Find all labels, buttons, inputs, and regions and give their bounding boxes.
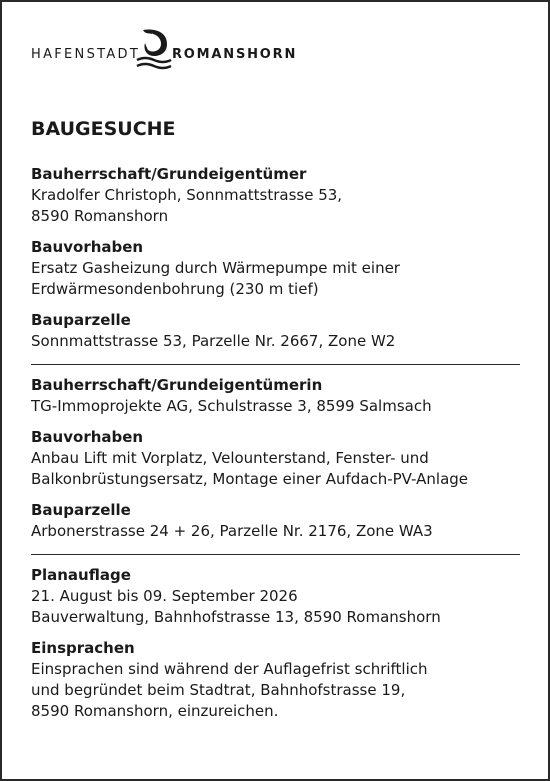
project-text-1b: Erdwärmesondenbohrung (230 m tief)	[31, 280, 319, 298]
parcel-text-1: Sonnmattstrasse 53, Parzelle Nr. 2667, Zone W2	[31, 332, 396, 350]
display-dates: 21. August bis 09. September 2026	[31, 587, 298, 605]
page-title: BAUGESUCHE	[31, 118, 176, 140]
owner-text-2: TG-Immoprojekte AG, Schulstrasse 3, 8599 Salmsach	[31, 397, 432, 415]
romanshorn-logo-icon	[135, 26, 173, 72]
display-heading: Planauflage	[31, 566, 131, 584]
owner-block-1	[31, 164, 521, 227]
parcel-heading-2: Bauparzelle	[31, 501, 131, 519]
masthead	[31, 26, 301, 74]
parcel-heading-1: Bauparzelle	[31, 311, 131, 329]
project-block-2	[31, 427, 521, 490]
objection-text-c: 8590 Romanshorn, einzureichen.	[31, 702, 279, 720]
brand-left-text: HAFENSTADT	[31, 47, 141, 62]
display-block	[31, 565, 521, 628]
notice-content	[31, 118, 521, 732]
objection-text-b: und begründet beim Stadtrat, Bahnhofstrasse 19,	[31, 681, 406, 699]
section-divider-2	[31, 554, 520, 555]
objection-block	[31, 638, 521, 722]
display-location: Bauverwaltung, Bahnhofstrasse 13, 8590 Romanshorn	[31, 608, 441, 626]
objection-text-a: Einsprachen sind während der Auflagefrist schriftlich	[31, 660, 428, 678]
parcel-block-2	[31, 500, 521, 542]
project-text-2b: Balkonbrüstungsersatz, Montage einer Aufdach-PV-Anlage	[31, 470, 469, 488]
parcel-text-2: Arbonerstrasse 24 + 26, Parzelle Nr. 2176, Zone WA3	[31, 522, 433, 540]
owner-heading-1: Bauherrschaft/Grundeigentümer	[31, 165, 307, 183]
parcel-block-1	[31, 310, 521, 352]
project-text-1a: Ersatz Gasheizung durch Wärmepumpe mit einer	[31, 259, 400, 277]
owner-heading-2: Bauherrschaft/Grundeigentümerin	[31, 376, 323, 394]
project-heading-2: Bauvorhaben	[31, 428, 144, 446]
brand-right-text: ROMANSHORN	[172, 47, 298, 62]
section-divider-1	[31, 364, 520, 365]
project-block-1	[31, 237, 521, 300]
owner-text-1a: Kradolfer Christoph, Sonnmattstrasse 53,	[31, 186, 343, 204]
project-text-2a: Anbau Lift mit Vorplatz, Velounterstand, Fenster- und	[31, 449, 429, 467]
owner-text-1b: 8590 Romanshorn	[31, 207, 169, 225]
project-heading-1: Bauvorhaben	[31, 238, 144, 256]
objection-heading: Einsprachen	[31, 639, 135, 657]
owner-block-2	[31, 375, 521, 417]
